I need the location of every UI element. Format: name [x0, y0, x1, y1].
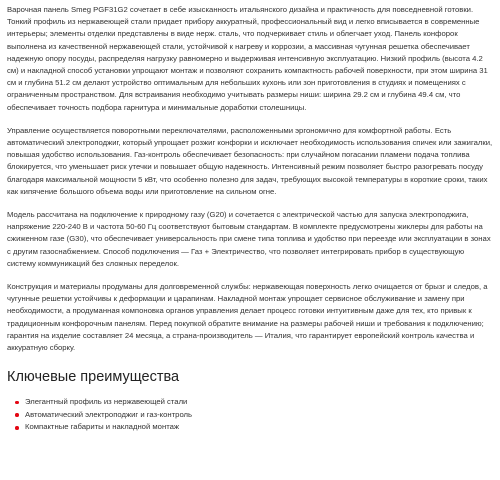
list-item-text: Компактные габариты и накладной монтаж: [25, 422, 180, 432]
bullet-dot-icon: [15, 401, 19, 405]
description-paragraph-4: Конструкция и материалы продуманы для долговременной службы: нержавеющая поверхность легко очищается от брызг и следов, а чугунные решетки устойчивы к деформации и царапинам. Накладной монтаж упрощает сервисное обслуживание и замену при необходимости, а продуманная компоновка органов управления делает процесс готовки интуитивным даже для тех, кто привык к традиционным конфорочным панелям. Перед покупкой обратите внимание на размеры рабочей ниши и требования к подключению; гарантия на изделие составляет 24 месяца, а страна-производитель — Италия, что гарантирует европейский контроль качества и аккуратную сборку.: [7, 282, 488, 353]
advantages-list: [7, 396, 493, 434]
description-paragraph-1: Варочная панель Smeg PGF31G2 сочетает в себе изысканность итальянского дизайна и практичность для повседневной готовки. Тонкий профиль из нержавеющей стали придает прибору аккуратный, профессиональный вид и легко вписывается в современные интерьеры; элементы отделки представлены в виде нерж. сталь, что подчеркивает стиль и облегчает уход. Панель конфорок выполнена из качественной нержавеющей стали, устойчивой к нагреву и коррозии, а массивная чугунная решетка обеспечивает надежную опору посуды, распределяя нагрузку равномерно и выдерживая интенсивную эксплуатацию. Низкий профиль (высота 4.2 см) и накладной способ установки упрощают монтаж и позволяют сохранить компактность рабочей поверхности, при этом ширина 31 см и глубина 51.2 см делают устройство оптимальным для небольших кухонь или зон приготовления в студиях и помещениях с ограниченным пространством. Для встраивания необходимо учитывать размеры ниши: ширина 29.2 см и глубина 49.4 см, что обеспечивает точность подбора гарнитура и минимальные доработки столешницы.: [7, 5, 488, 112]
advantages-heading: Ключевые преимущества: [7, 369, 180, 386]
list-item: [15, 421, 493, 434]
list-item: [15, 409, 493, 422]
list-item-text: Элегантный профиль из нержавеющей стали: [25, 397, 188, 407]
list-item: [15, 396, 493, 409]
description-paragraph-2: Управление осуществляется поворотными переключателями, расположенными эргономично для комфортной работы. Есть автоматический электроподжиг, который упрощает розжиг конфорки и исключает необходимость использования спичек или зажигалки, повышая удобство использования. Газ-контроль обеспечивает безопасность: при случайном погасании пламени подача топлива блокируется, что уменьшает риск утечки и повышает общую надежность. Интенсивный режим позволяет быстро разогревать посуду благодаря максимальной мощности 5 кВт, что особенно полезно для задач, требующих высокой температуры в короткие сроки, таких как кипячение большого объема воды или приготовление на сильном огне.: [7, 125, 493, 196]
list-item-text: Автоматический электроподжиг и газ-контроль: [25, 409, 193, 419]
bullet-dot-icon: [15, 413, 19, 417]
description-paragraph-3: Модель рассчитана на подключение к природному газу (G20) и сочетается с электрической частью для запуска электроподжига, напряжение 220-240 В и частота 50-60 Гц соответствуют бытовым стандартам. В комплекте предусмотрены жиклеры для работы на сжиженном газе (G30), что обеспечивает универсальность при смене типа топлива и удобство при переезде или эксплуатации в зонах с другим газоснабжением. Способ подключения — Газ + Электричество, что позволяет интегрировать прибор в существующую систему коммуникаций без сложных переделок.: [7, 210, 491, 268]
bullet-dot-icon: [15, 426, 19, 430]
